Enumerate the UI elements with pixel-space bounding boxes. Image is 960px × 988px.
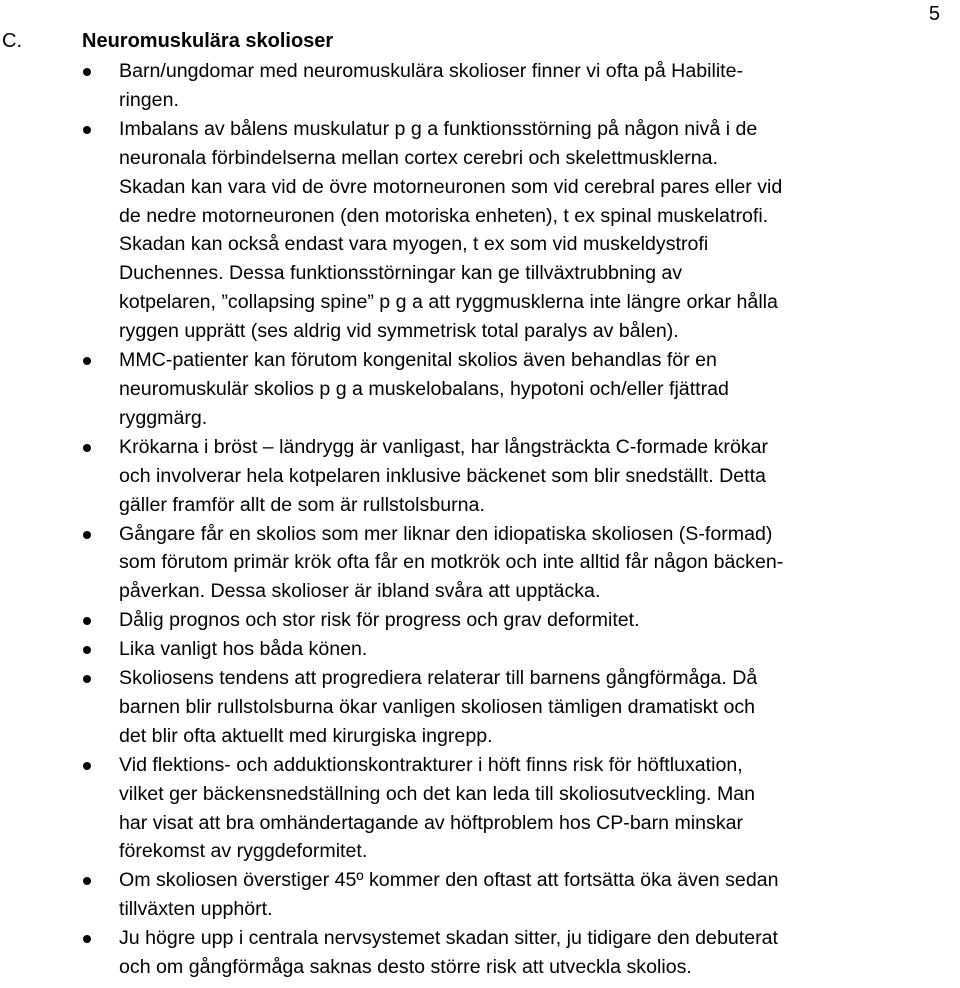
list-item (0, 606, 960, 635)
list-item-text: Krökarna i bröst – ländrygg är vanligast, har långsträckta C-formade krökar och involverar hela kotpelaren inklusive bäckenet som blir snedställt. Detta gäller framför allt de som är rullstolsburna. (119, 435, 769, 516)
list-item-text: Gångare får en skolios som mer liknar den idiopatiska skoliosen (S-formad) som förutom primär krök ofta får en motkrök och inte alltid får någon bäcken- påverkan. Dessa skolioser är ibland svåra att upptäcka. (119, 522, 784, 603)
bullet-icon (83, 444, 91, 452)
bullet-icon (83, 531, 91, 539)
list-item-text: Ju högre upp i centrala nervsystemet skadan sitter, ju tidigare den debuterat och om gångförmåga saknas desto större risk att utveckla skolios. (119, 927, 778, 979)
list-item (0, 635, 960, 664)
list-item-text: MMC-patienter kan förutom kongenital skolios även behandlas för en neuromuskulär skolios p g a muskelobalans, hypotoni och/eller fjättrad ryggmärg. (119, 349, 729, 429)
list-item-text: Om skoliosen överstiger 45º kommer den oftast att fortsätta öka även sedan tillväxten upphört. (119, 869, 779, 921)
bullet-icon (83, 68, 91, 76)
list-item (0, 433, 960, 520)
bullet-icon (83, 357, 91, 365)
list-item-text: Lika vanligt hos båda könen. (119, 638, 368, 661)
list-item-text: Barn/ungdomar med neuromuskulära skolioser finner vi ofta på Habilite- ringen. (119, 60, 744, 111)
list-item (0, 57, 960, 115)
bullet-icon (83, 935, 91, 943)
page-number: 5 (928, 3, 940, 25)
bullet-list (0, 57, 960, 982)
bullet-icon (83, 126, 91, 134)
list-item-text: Imbalans av bålens muskulatur p g a funktionsstörning på någon nivå i de neuronala förbindelserna mellan cortex cerebri och skelettmusklerna. Skadan kan vara vid de övre motorneuronen som vid cerebral pares eller vid de nedre motorneuronen (den motoriska enheten), t ex spinal muskelatrofi. Skadan kan också endast vara myogen, t ex som vid muskeldystrofi Duchennes. Dessa funktionsstörningar kan ge tillväxtrubbning av kotpelaren, ”collapsing spine” p g a att ryggmusklerna inte längre orkar hålla ryggen upprätt (ses aldrig vid symmetrisk total paralys av bålen). (119, 117, 783, 343)
bullet-icon (83, 646, 91, 654)
list-item (0, 520, 960, 607)
bullet-icon (83, 877, 91, 885)
list-item (0, 664, 960, 751)
bullet-icon (83, 762, 91, 770)
bullet-icon (83, 617, 91, 625)
section-letter: C. (2, 30, 22, 52)
list-item-text: Dålig prognos och stor risk för progress och grav deformitet. (119, 609, 640, 632)
bullet-icon (83, 675, 91, 683)
list-item (0, 346, 960, 433)
list-item (0, 115, 960, 346)
list-item (0, 866, 960, 924)
list-item-text: Vid flektions- och adduktionskontrakturer i höft finns risk för höftluxation, vilket ger bäckensnedställning och det kan leda till skoliosutveckling. Man har visat att bra omhändertagande av höftproblem hos CP-barn minskar förekomst av ryggdeformitet. (119, 753, 756, 863)
list-item-text: Skoliosens tendens att progrediera relaterar till barnens gångförmåga. Då barnen blir rullstolsburna ökar vanligen skoliosen tämligen dramatiskt och det blir ofta aktuellt med kirurgiska ingrepp. (119, 667, 758, 747)
list-item (0, 751, 960, 867)
list-item (0, 924, 960, 982)
section-title: Neuromuskulära skolioser (82, 30, 334, 52)
